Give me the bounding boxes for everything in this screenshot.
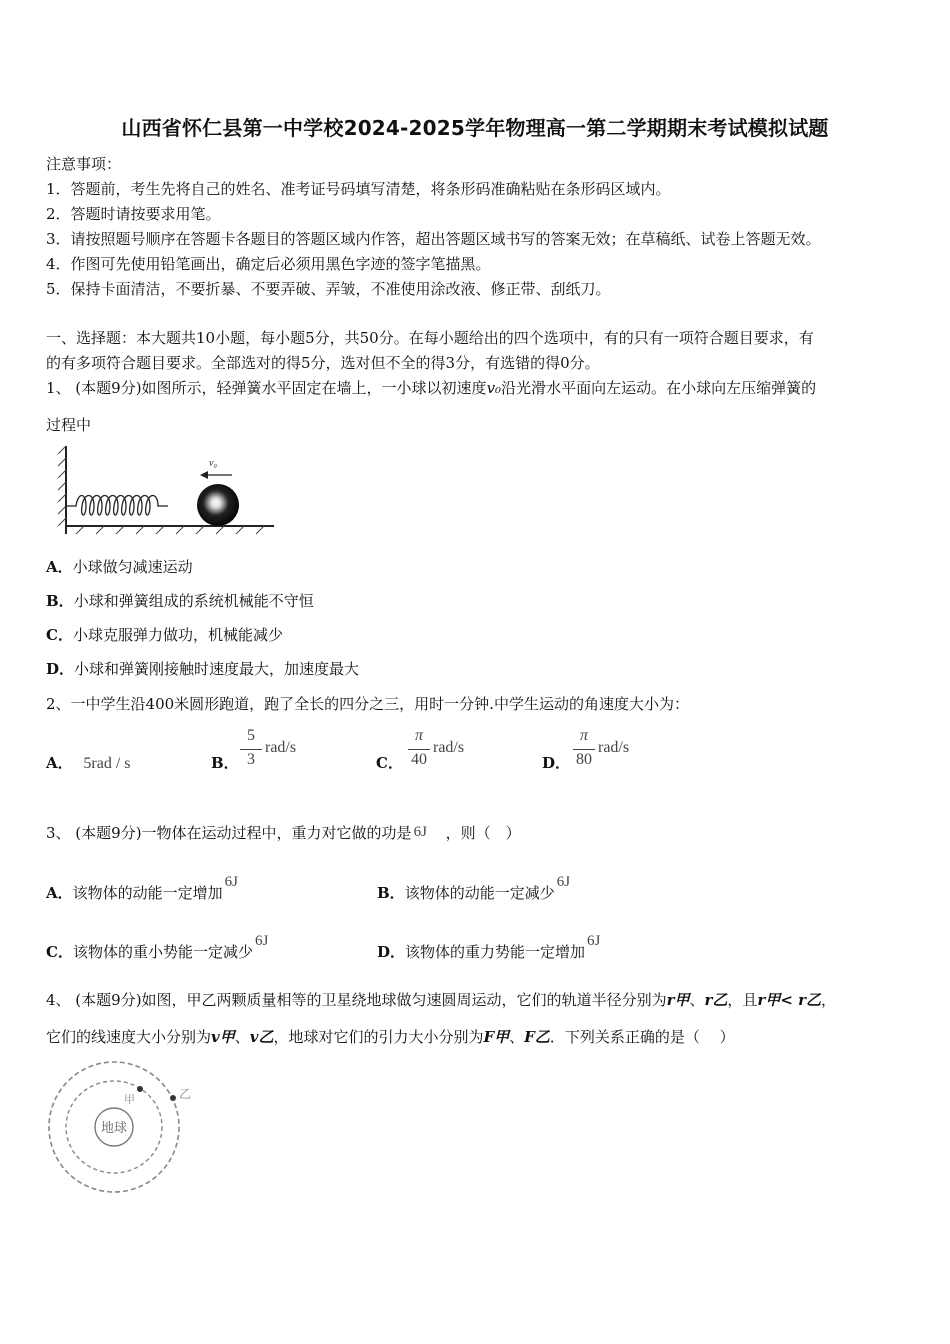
satellite-yi-label: 乙 xyxy=(179,1087,192,1101)
option-c[interactable]: C．小球克服弹力做功，机械能减少 xyxy=(46,626,283,644)
notes-heading: 注意事项： xyxy=(46,155,122,173)
orbit-figure xyxy=(44,1058,204,1198)
option-c[interactable]: C． xyxy=(376,754,403,772)
satellite-yi xyxy=(170,1095,176,1101)
page-title: 山西省怀仁县第一中学校2024-2025学年物理高一第二学期期末考试模拟试题 xyxy=(121,116,829,140)
question-1-stem-cont: 过程中 xyxy=(46,416,92,434)
question-2-stem: 2、一中学生沿400米圆形跑道，跑了全长的四分之三，用时一分钟.中学生运动的角速度大小为： xyxy=(46,695,689,713)
ground xyxy=(66,526,274,534)
option-c[interactable]: C．该物体的重小势能一定减少6J xyxy=(46,933,269,961)
satellite-jia xyxy=(137,1086,143,1092)
section-intro: 的有多项符合题目要求。全部选对的得5分，选对但不全的得3分，有选错的得0分。 xyxy=(46,354,600,372)
option-a[interactable]: A．该物体的动能一定增加6J xyxy=(46,874,238,902)
question-4-stem-cont: 它们的线速度大小分别为v甲、v乙，地球对它们的引力大小分别为F甲、F乙．下列关系正确的是（ ） xyxy=(46,1028,735,1046)
option-b[interactable]: B． xyxy=(211,754,239,772)
section-intro: 一、选择题：本大题共10小题，每小题5分，共50分。在每小题给出的四个选项中，有的只有一项符合题目要求，有 xyxy=(46,329,814,347)
satellite-jia-label: 甲 xyxy=(124,1093,135,1106)
question-4-stem: 4、 (本题9分)如图，甲乙两颗质量相等的卫星绕地球做匀速圆周运动，它们的轨道半径分别为r甲、r乙，且r甲< r乙， xyxy=(46,991,837,1009)
spring xyxy=(66,496,168,516)
option-a[interactable]: A． 5rad / s xyxy=(46,754,131,772)
note-item: 2．答题时请按要求用笔。 xyxy=(46,205,221,223)
spring-ball-figure xyxy=(56,444,276,542)
option-b[interactable]: B．该物体的动能一定减少6J xyxy=(377,874,571,902)
question-3-stem: 3、 (本题9分)一物体在运动过程中，重力对它做的功是 6J ，则（ ） xyxy=(46,824,521,842)
note-item: 4．作图可先使用铅笔画出，确定后必须用黑色字迹的签字笔描黑。 xyxy=(46,255,491,273)
option-a[interactable]: A．小球做匀减速运动 xyxy=(46,558,193,576)
option-b[interactable]: B．小球和弹簧组成的系统机械能不守恒 xyxy=(46,592,314,610)
option-d[interactable]: D．该物体的重力势能一定增加6J xyxy=(377,933,601,961)
earth-label: 地球 xyxy=(100,1121,128,1136)
velocity-label: v₀ xyxy=(209,458,217,469)
note-item: 3．请按照题号顺序在答题卡各题目的答题区域内作答，超出答题区域书写的答案无效；在草稿纸、试卷上答题无效。 xyxy=(46,230,821,248)
note-item: 5．保持卡面清洁，不要折暴、不要弄破、弄皱，不准使用涂改液、修正带、刮纸刀。 xyxy=(46,280,611,298)
wall xyxy=(58,446,66,534)
option-d[interactable]: D． xyxy=(542,754,571,772)
question-1-stem: 1、 (本题9分)如图所示，轻弹簧水平固定在墙上，一小球以初速度v₀沿光滑水平面向左运动。在小球向左压缩弹簧的 xyxy=(46,379,817,397)
v0-symbol: v₀ xyxy=(486,379,502,397)
option-d[interactable]: D．小球和弹簧刚接触时速度最大，加速度最大 xyxy=(46,660,360,678)
ball xyxy=(197,484,239,526)
note-item: 1．答题前，考生先将自己的姓名、准考证号码填写清楚，将条形码准确粘贴在条形码区域内。 xyxy=(46,180,671,198)
